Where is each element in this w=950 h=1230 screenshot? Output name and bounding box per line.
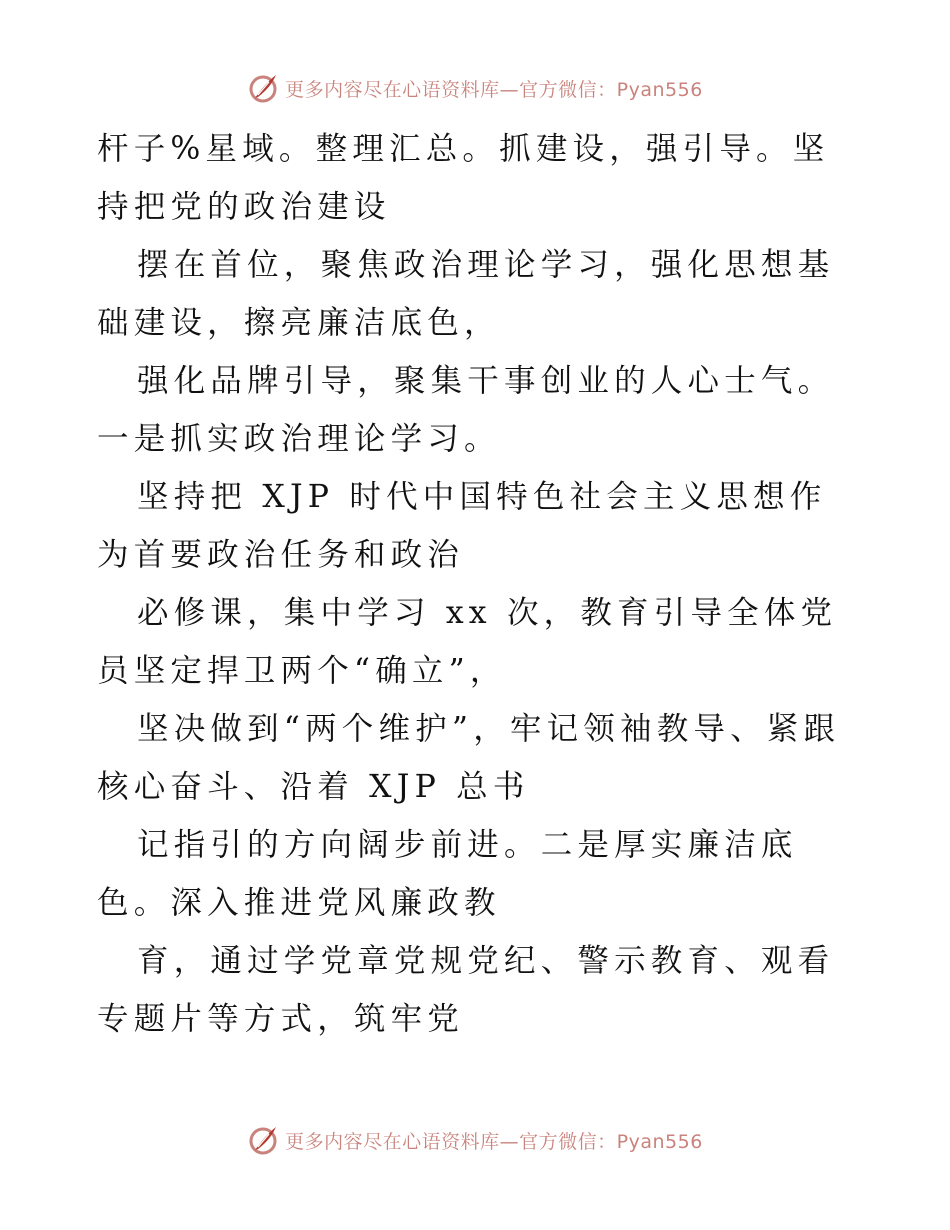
feather-quill-logo-icon	[247, 72, 279, 104]
paragraph: 强化品牌引导，聚集干事创业的人心士气。一是抓实政治理论学习。	[97, 363, 835, 457]
watermark-text: 更多内容尽在心语资料库—官方微信：Pyan556	[285, 1130, 703, 1153]
paragraph: 必修课，集中学习 xx 次，教育引导全体党员坚定捍卫两个“确立”，	[97, 595, 838, 689]
paragraph: 杆子%星域。整理汇总。抓建设，强引导。坚持把党的政治建设	[97, 131, 830, 225]
watermark-text: 更多内容尽在心语资料库—官方微信：Pyan556	[285, 78, 703, 101]
paragraph: 记指引的方向阔步前进。二是厚实廉洁底色。深入推进党风廉政教	[97, 827, 798, 921]
paragraph: 育，通过学党章党规党纪、警示教育、观看专题片等方式，筑牢党	[97, 943, 835, 1037]
paragraph: 坚决做到“两个维护”，牢记领袖教导、紧跟核心奋斗、沿着 XJP 总书	[97, 711, 841, 805]
document-body	[97, 120, 857, 1048]
header-watermark	[0, 72, 950, 104]
paragraph: 摆在首位，聚焦政治理论学习，强化思想基础建设，擦亮廉洁底色，	[97, 247, 835, 341]
paragraph: 坚持把 XJP 时代中国特色社会主义思想作为首要政治任务和政治	[97, 479, 827, 573]
footer-watermark	[0, 1124, 950, 1156]
feather-quill-logo-icon	[247, 1124, 279, 1156]
